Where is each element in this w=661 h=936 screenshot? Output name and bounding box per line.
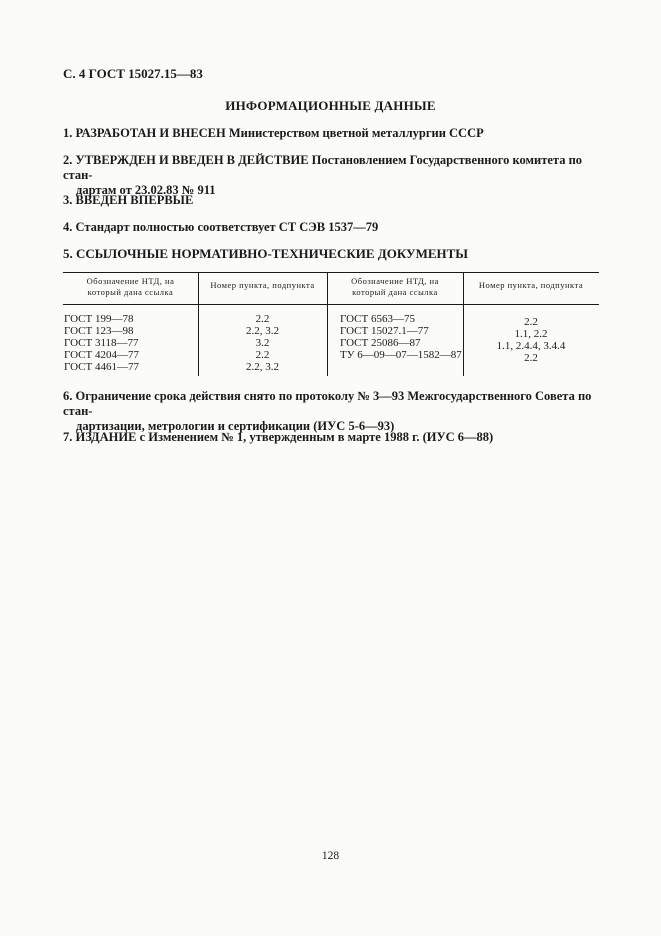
table-cell: 2.2: [255, 349, 270, 361]
table-cell: 2.2: [524, 316, 538, 328]
item-text-line1: УТВЕРЖДЕН И ВВЕДЕН В ДЕЙСТВИЕ Постановлением Государственного комитета по стан-: [63, 153, 583, 182]
info-item-2: [63, 153, 599, 198]
page-header: С. 4 ГОСТ 15027.15—83: [63, 66, 203, 81]
item-number: 2.: [63, 153, 73, 167]
table-column-points-right: [463, 316, 599, 364]
item-number: 5.: [63, 246, 73, 261]
header-line: Обозначение НТД, на: [86, 276, 175, 286]
info-item-3: [63, 193, 599, 208]
reference-table: [63, 272, 599, 376]
item-text: ВВЕДЕН ВПЕРВЫЕ: [75, 193, 194, 207]
item-text: ССЫЛОЧНЫЕ НОРМАТИВНО-ТЕХНИЧЕСКИЕ ДОКУМЕНТЫ: [76, 246, 469, 261]
item-number: 1.: [63, 126, 73, 140]
table-cell: ГОСТ 6563—75: [340, 313, 415, 325]
page-number: 128: [321, 850, 340, 862]
item-text: Стандарт полностью соответствует СТ СЭВ 1537—79: [75, 220, 379, 234]
table-cell: ТУ 6—09—07—1582—87: [340, 349, 462, 361]
info-item-7: [63, 430, 599, 445]
table-cell: 2.2: [524, 352, 538, 364]
table-cell: ГОСТ 3118—77: [64, 337, 139, 349]
table-cell: 2.2: [255, 313, 270, 325]
item-text: РАЗРАБОТАН И ВНЕСЕН Министерством цветной металлургии СССР: [75, 126, 484, 140]
info-item-1: [63, 126, 599, 141]
table-cell: 1.1, 2.4.4, 3.4.4: [496, 340, 566, 352]
item-text: ИЗДАНИЕ с Изменением № 1, утвержденным в марте 1988 г. (ИУС 6—88): [75, 430, 494, 444]
header-line: который дана ссылка: [352, 287, 438, 297]
info-item-6: [63, 389, 599, 434]
table-cell: ГОСТ 4204—77: [64, 349, 139, 361]
table-column-docs-right: [340, 313, 463, 361]
table-header-point-right: Номер пункта, подпункта: [478, 280, 584, 290]
table-cell: 3.2: [255, 337, 270, 349]
table-header-doc-right: [327, 276, 463, 298]
item-number: 7.: [63, 430, 73, 444]
table-top-rule: [63, 272, 599, 273]
header-line: Обозначение НТД, на: [351, 276, 439, 286]
table-cell: 1.1, 2.2: [514, 328, 548, 340]
header-line: который дана ссылка: [87, 287, 174, 297]
table-header-doc-left: [63, 276, 198, 298]
table-column-docs-left: [64, 313, 197, 373]
table-header-point-left: Номер пункта, подпункта: [210, 280, 315, 290]
table-cell: ГОСТ 199—78: [64, 313, 134, 325]
item-text-line1: Ограничение срока действия снято по протоколу № 3—93 Межгосударственного Совета по стан-: [63, 389, 592, 418]
info-item-4: [63, 220, 599, 235]
table-cell: ГОСТ 15027.1—77: [340, 325, 429, 337]
table-cell: 2.2, 3.2: [246, 325, 279, 337]
item-number: 4.: [63, 220, 73, 234]
table-column-points-left: [198, 313, 327, 373]
table-header-rule: [63, 304, 599, 305]
section-title: ИНФОРМАЦИОННЫЕ ДАННЫЕ: [225, 98, 436, 113]
item-number: 3.: [63, 193, 73, 207]
table-cell: ГОСТ 123—98: [64, 325, 134, 337]
item-text-line2: дартам от 23.02.83 № 911: [76, 183, 216, 197]
item-number: 6.: [63, 389, 73, 403]
info-item-5: [63, 246, 599, 261]
item-text-line2: дартизации, метрологии и сертификации (ИУС 5-6—93): [76, 419, 395, 433]
table-cell: ГОСТ 4461—77: [64, 361, 139, 373]
table-cell: 2.2, 3.2: [246, 361, 279, 373]
table-cell: ГОСТ 25086—87: [340, 337, 421, 349]
